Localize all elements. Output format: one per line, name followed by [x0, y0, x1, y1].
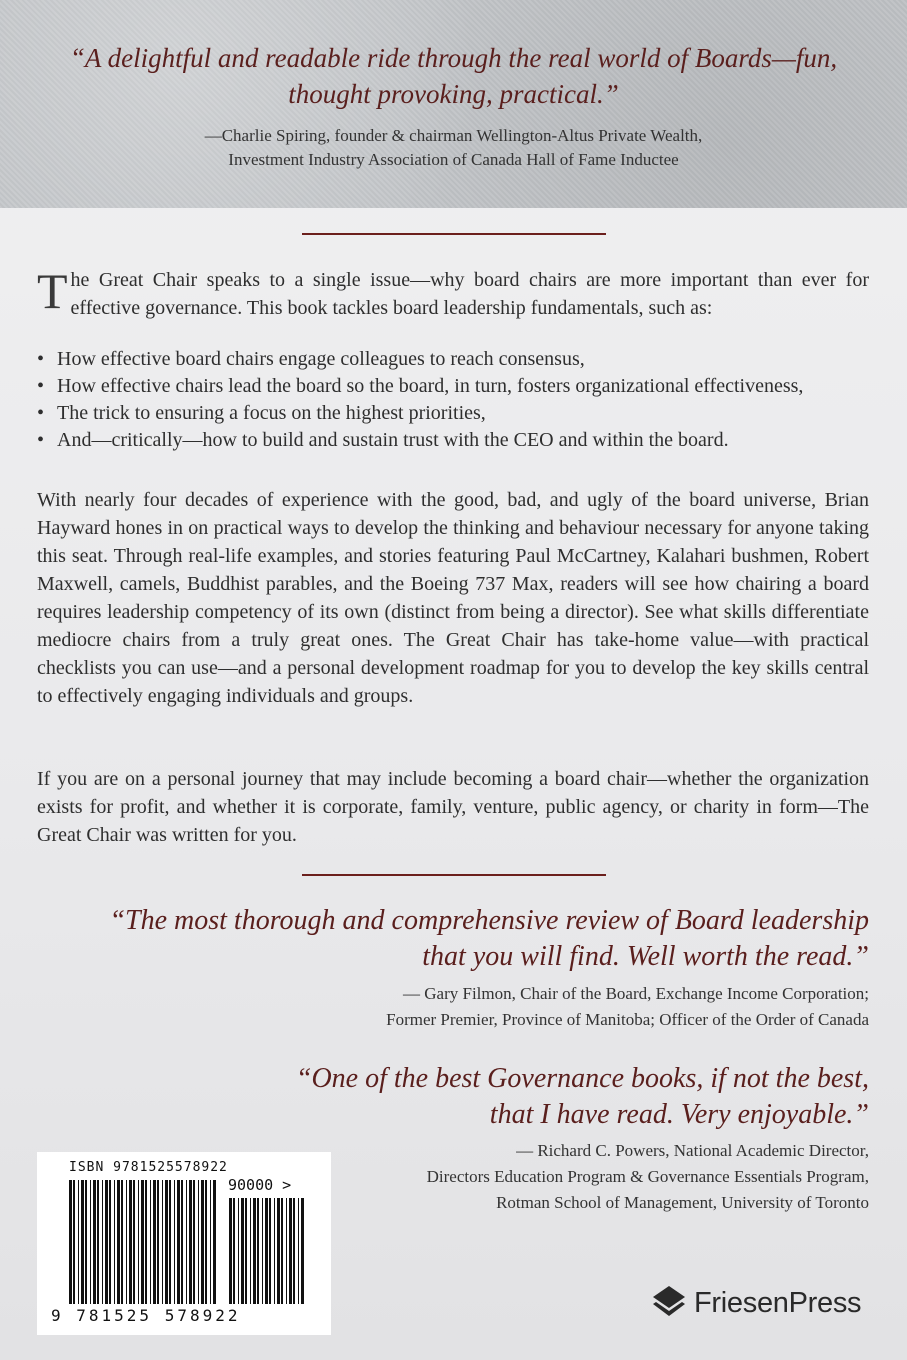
barcode-bar — [141, 1180, 144, 1304]
barcode-bars — [69, 1180, 219, 1304]
barcode-bar — [129, 1180, 132, 1304]
endorsement-attribution-filmon — [386, 981, 869, 1033]
barcode-bar — [165, 1180, 168, 1304]
bullet-item: • The trick to ensuring a focus on the highest priorities, — [37, 400, 877, 427]
quote2-attribution-line2: Former Premier, Province of Manitoba; Officer of the Order of Canada — [386, 1010, 869, 1029]
barcode-bar — [69, 1180, 72, 1304]
barcode-bar — [245, 1198, 247, 1304]
barcode-bar — [114, 1180, 115, 1304]
top-quote-attribution — [0, 124, 907, 172]
barcode-digits: 9 781525 578922 — [51, 1306, 241, 1325]
top-quote — [0, 40, 907, 112]
barcode-bar — [157, 1180, 159, 1304]
barcode-bar — [198, 1180, 199, 1304]
barcode-bar — [257, 1198, 259, 1304]
barcode-bar — [93, 1180, 96, 1304]
isbn-label: ISBN 9781525578922 — [69, 1160, 228, 1175]
endorsement-quote-filmon — [109, 903, 869, 975]
quote3-line2: that I have read. Very enjoyable.” — [489, 1099, 869, 1130]
barcode-bar — [289, 1198, 292, 1304]
barcode-bar — [177, 1180, 180, 1304]
publisher-name: FriesenPress — [694, 1286, 862, 1319]
endorsement-quote-powers — [296, 1061, 869, 1133]
quote2-attribution-line1: — Gary Filmon, Chair of the Board, Exchange Income Corporation; — [403, 984, 869, 1003]
barcode-bar — [109, 1180, 111, 1304]
barcode-addon-bars — [229, 1198, 307, 1304]
divider-rule-top — [302, 233, 606, 235]
quote3-attribution-line2: Directors Education Program & Governance Essentials Program, — [426, 1167, 869, 1186]
barcode-bar — [78, 1180, 79, 1304]
barcode-bar — [117, 1180, 120, 1304]
drop-cap: T — [37, 263, 68, 319]
barcode-bar — [293, 1198, 295, 1304]
barcode-bar — [181, 1180, 183, 1304]
barcode-bar — [286, 1198, 287, 1304]
barcode-bar — [85, 1180, 87, 1304]
intro-paragraph — [37, 263, 869, 322]
quote3-attribution-line1: — Richard C. Powers, National Academic Director, — [516, 1141, 869, 1160]
barcode-bar — [162, 1180, 163, 1304]
barcode-bar — [205, 1180, 207, 1304]
body-paragraph-1: With nearly four decades of experience with the good, bad, and ugly of the board universe, Brian Hayward hones in on practical ways to develop the thinking and behaviour necessary for anyone taking this seat. Through real-life examples, and stories featuring Paul McCartney, Kalahari bushmen, Robert Maxwell, camels, Buddhist parables, and the Boeing 737 Max, readers will see how chairing a board requires leadership competency of its own (distinct from being a director). See what skills differentiate mediocre chairs from a truly great ones. The Great Chair has take-home value—with practical checklists you can use—and a personal development roadmap for you to develop the key skills central to effectively engaging individuals and groups. — [37, 489, 869, 707]
barcode-bar — [97, 1180, 99, 1304]
barcode-bar — [301, 1198, 304, 1304]
barcode-bar — [90, 1180, 91, 1304]
barcode-bar — [102, 1180, 103, 1304]
barcode-bar — [189, 1180, 192, 1304]
barcode-bar — [298, 1198, 299, 1304]
top-attribution-line2: Investment Industry Association of Canada Hall of Fame Inductee — [228, 150, 679, 169]
barcode-bar — [241, 1198, 244, 1304]
barcode-bar — [274, 1198, 275, 1304]
barcode-bar — [121, 1180, 123, 1304]
barcode-bar — [73, 1180, 75, 1304]
divider-rule-middle — [302, 874, 606, 876]
barcode-bar — [193, 1180, 195, 1304]
publisher-logo — [652, 1285, 861, 1321]
barcode-bar — [153, 1180, 156, 1304]
barcode-bar — [210, 1180, 211, 1304]
top-quote-line2: thought provoking, practical.” — [288, 79, 619, 109]
endorsement-attribution-powers — [427, 1138, 869, 1216]
barcode-bar — [81, 1180, 84, 1304]
barcode-bar — [150, 1180, 151, 1304]
barcode-bar — [269, 1198, 271, 1304]
barcode-bar — [281, 1198, 283, 1304]
barcode-bar — [145, 1180, 147, 1304]
friesenpress-logo-icon — [652, 1285, 686, 1321]
barcode-bar — [138, 1180, 139, 1304]
barcode-bar — [201, 1180, 204, 1304]
barcode-bar — [105, 1180, 108, 1304]
top-quote-line1: “A delightful and readable ride through the real world of Boards—fun, — [69, 43, 838, 73]
body-paragraph-2: If you are on a personal journey that may include becoming a board chair—whether the organization exists for profit, and whether it is corporate, family, venture, public agency, or charity in form—The Great Chair was written for you. — [37, 768, 869, 846]
barcode-bar — [262, 1198, 263, 1304]
barcode-bar — [233, 1198, 235, 1304]
barcode-bar — [238, 1198, 239, 1304]
bullet-item: • And—critically—how to build and sustain trust with the CEO and within the board. — [37, 427, 877, 454]
quote2-line2: that you will find. Well worth the read.” — [422, 941, 869, 972]
barcode-bar — [213, 1180, 216, 1304]
quote3-line1: “One of the best Governance books, if not the best, — [295, 1063, 869, 1094]
barcode-bar — [133, 1180, 135, 1304]
bullet-list — [37, 346, 877, 454]
isbn-barcode — [37, 1152, 331, 1335]
bullet-item: • How effective board chairs engage colleagues to reach consensus, — [37, 346, 877, 373]
quote3-attribution-line3: Rotman School of Management, University of Toronto — [496, 1193, 869, 1212]
intro-text: he Great Chair speaks to a single issue—why board chairs are more important than ever for effective governance. This book tackles board leadership fundamentals, such as: — [70, 269, 869, 319]
quote2-line1: “The most thorough and comprehensive review of Board leadership — [109, 905, 869, 936]
barcode-bar — [229, 1198, 232, 1304]
top-attribution-line1: —Charlie Spiring, founder & chairman Wellington-Altus Private Wealth, — [204, 126, 703, 145]
barcode-price-code: 90000 > — [228, 1176, 292, 1194]
barcode-bar — [169, 1180, 171, 1304]
bullet-item: • How effective chairs lead the board so the board, in turn, fosters organizational effectiveness, — [37, 373, 877, 400]
barcode-bar — [126, 1180, 127, 1304]
barcode-bar — [277, 1198, 280, 1304]
barcode-bar — [250, 1198, 251, 1304]
barcode-bar — [253, 1198, 256, 1304]
barcode-bar — [265, 1198, 268, 1304]
barcode-bar — [174, 1180, 175, 1304]
barcode-bar — [186, 1180, 187, 1304]
